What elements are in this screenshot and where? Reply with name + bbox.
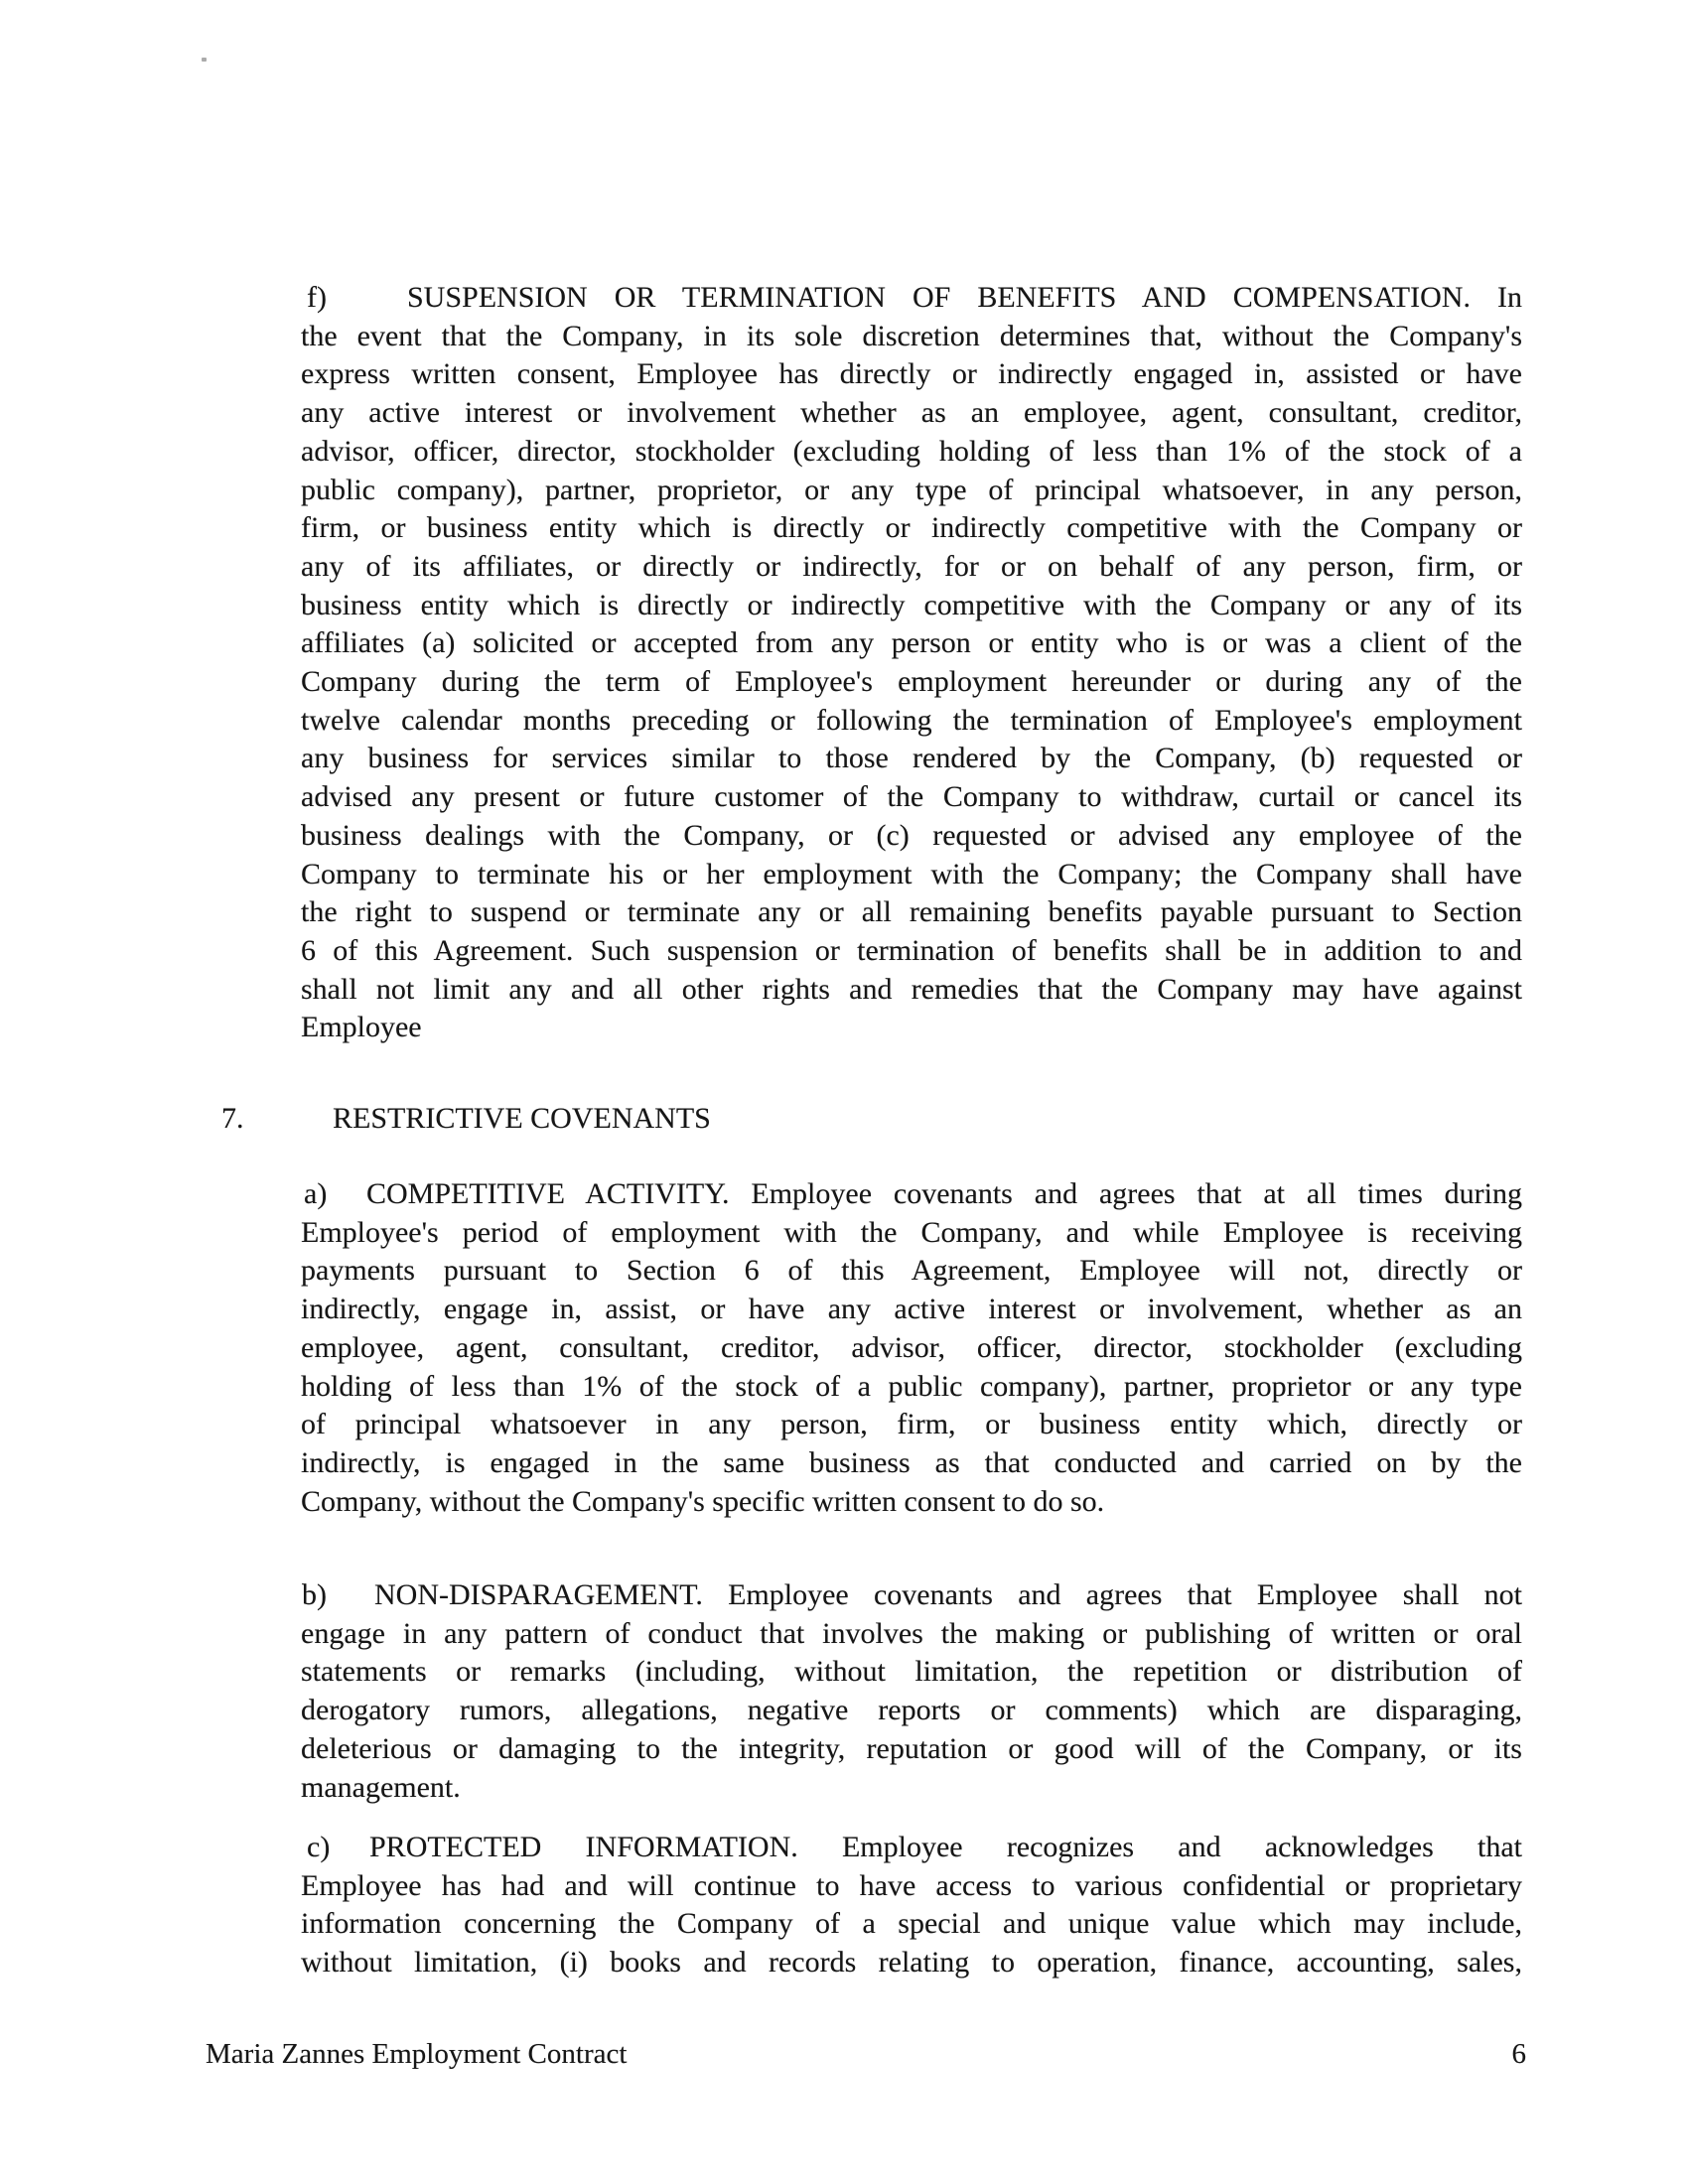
text-line: SUSPENSION OR TERMINATION OF BENEFITS AND COMPENSATION. In: [407, 281, 1522, 314]
text-line: any of its affiliates, or directly or indirectly, for or on behalf of any person, firm, or: [301, 549, 1522, 583]
paragraph-b-lines: [301, 1576, 1522, 1807]
text-line: Employee has had and will continue to have access to various confidential or proprietary: [301, 1868, 1522, 1902]
text-line: deleterious or damaging to the integrity, reputation or good will of the Company, or its: [301, 1731, 1522, 1765]
footer-document-title: Maria Zannes Employment Contract: [206, 2038, 628, 2070]
text-line: of principal whatsoever in any person, firm, or business entity which, directly or: [301, 1408, 1522, 1441]
paragraph-f-lines: [301, 279, 1522, 1047]
scan-speck-artifact: [202, 58, 207, 62]
text-line: statements or remarks (including, without limitation, the repetition or distribution of: [301, 1655, 1522, 1689]
paragraph-a-label: a): [304, 1177, 328, 1210]
text-line: public company), partner, proprietor, or any type of principal whatsoever, in any person,: [301, 473, 1522, 506]
text-line: PROTECTED INFORMATION. Employee recognizes and acknowledges that: [369, 1831, 1522, 1863]
text-line: COMPETITIVE ACTIVITY. Employee covenants and agrees that at all times during: [366, 1177, 1522, 1210]
text-line: 6 of this Agreement. Such suspension or termination of benefits shall be in addition to and: [301, 933, 1522, 967]
text-line: without limitation, (i) books and records relating to operation, finance, accounting, sales,: [301, 1946, 1522, 1979]
text-line: Employee's period of employment with the Company, and while Employee is receiving: [301, 1215, 1522, 1249]
text-line: employee, agent, consultant, creditor, advisor, officer, director, stockholder (excluding: [301, 1330, 1522, 1364]
text-line: firm, or business entity which is directly or indirectly competitive with the Company or: [301, 511, 1522, 545]
section-7-title: RESTRICTIVE COVENANTS: [333, 1102, 711, 1135]
paragraph-f-label: f): [307, 281, 327, 314]
text-line: derogatory rumors, allegations, negative reports or comments) which are disparaging,: [301, 1694, 1522, 1727]
text-line: NON-DISPARAGEMENT. Employee covenants and agrees that Employee shall not: [374, 1578, 1522, 1611]
footer-page-number: 6: [1511, 2038, 1526, 2070]
paragraph-a-lines: [301, 1175, 1522, 1521]
text-line: advised any present or future customer of the Company to withdraw, curtail or cancel its: [301, 780, 1522, 814]
text-line: information concerning the Company of a special and unique value which may include,: [301, 1907, 1522, 1941]
text-line: Company, without the Company's specific written consent to do so.: [301, 1484, 1105, 1518]
paragraph-a: [301, 1175, 1522, 1521]
paragraph-b-label: b): [302, 1578, 327, 1611]
text-line: management.: [301, 1770, 461, 1804]
text-line: shall not limit any and all other rights and remedies that the Company may have against: [301, 972, 1522, 1006]
paragraph-c: [301, 1829, 1522, 1982]
text-line: indirectly, engage in, assist, or have any active interest or involvement, whether as an: [301, 1293, 1522, 1326]
text-line: any business for services similar to those rendered by the Company, (b) requested or: [301, 742, 1522, 775]
text-line: the right to suspend or terminate any or all remaining benefits payable pursuant to Section: [301, 895, 1522, 929]
text-line: holding of less than 1% of the stock of a public company), partner, proprietor or any type: [301, 1369, 1522, 1403]
section-7-number: 7.: [221, 1102, 244, 1135]
section-7-heading: [221, 1100, 1522, 1139]
text-line: payments pursuant to Section 6 of this Agreement, Employee will not, directly or: [301, 1254, 1522, 1288]
text-line: Employee: [301, 1011, 422, 1044]
text-line: any active interest or involvement whether as an employee, agent, consultant, creditor,: [301, 396, 1522, 430]
text-line: Company during the term of Employee's employment hereunder or during any of the: [301, 665, 1522, 699]
paragraph-b: [301, 1576, 1522, 1807]
text-line: twelve calendar months preceding or following the termination of Employee's employment: [301, 703, 1522, 737]
text-line: the event that the Company, in its sole discretion determines that, without the Company's: [301, 319, 1522, 352]
text-line: indirectly, is engaged in the same business as that conducted and carried on by the: [301, 1445, 1522, 1479]
paragraph-c-lines: [301, 1829, 1522, 1982]
text-line: advisor, officer, director, stockholder (excluding holding of less than 1% of the stock of a: [301, 434, 1522, 468]
text-line: engage in any pattern of conduct that involves the making or publishing of written or oral: [301, 1616, 1522, 1650]
text-line: Company to terminate his or her employment with the Company; the Company shall have: [301, 857, 1522, 890]
paragraph-c-label: c): [307, 1831, 331, 1863]
text-line: express written consent, Employee has directly or indirectly engaged in, assisted or have: [301, 357, 1522, 391]
paragraph-f: [301, 279, 1522, 1047]
text-line: affiliates (a) solicited or accepted from any person or entity who is or was a client of the: [301, 626, 1522, 660]
page-footer: [206, 2035, 1526, 2073]
text-line: business entity which is directly or indirectly competitive with the Company or any of its: [301, 588, 1522, 621]
text-line: business dealings with the Company, or (c) requested or advised any employee of the: [301, 818, 1522, 852]
